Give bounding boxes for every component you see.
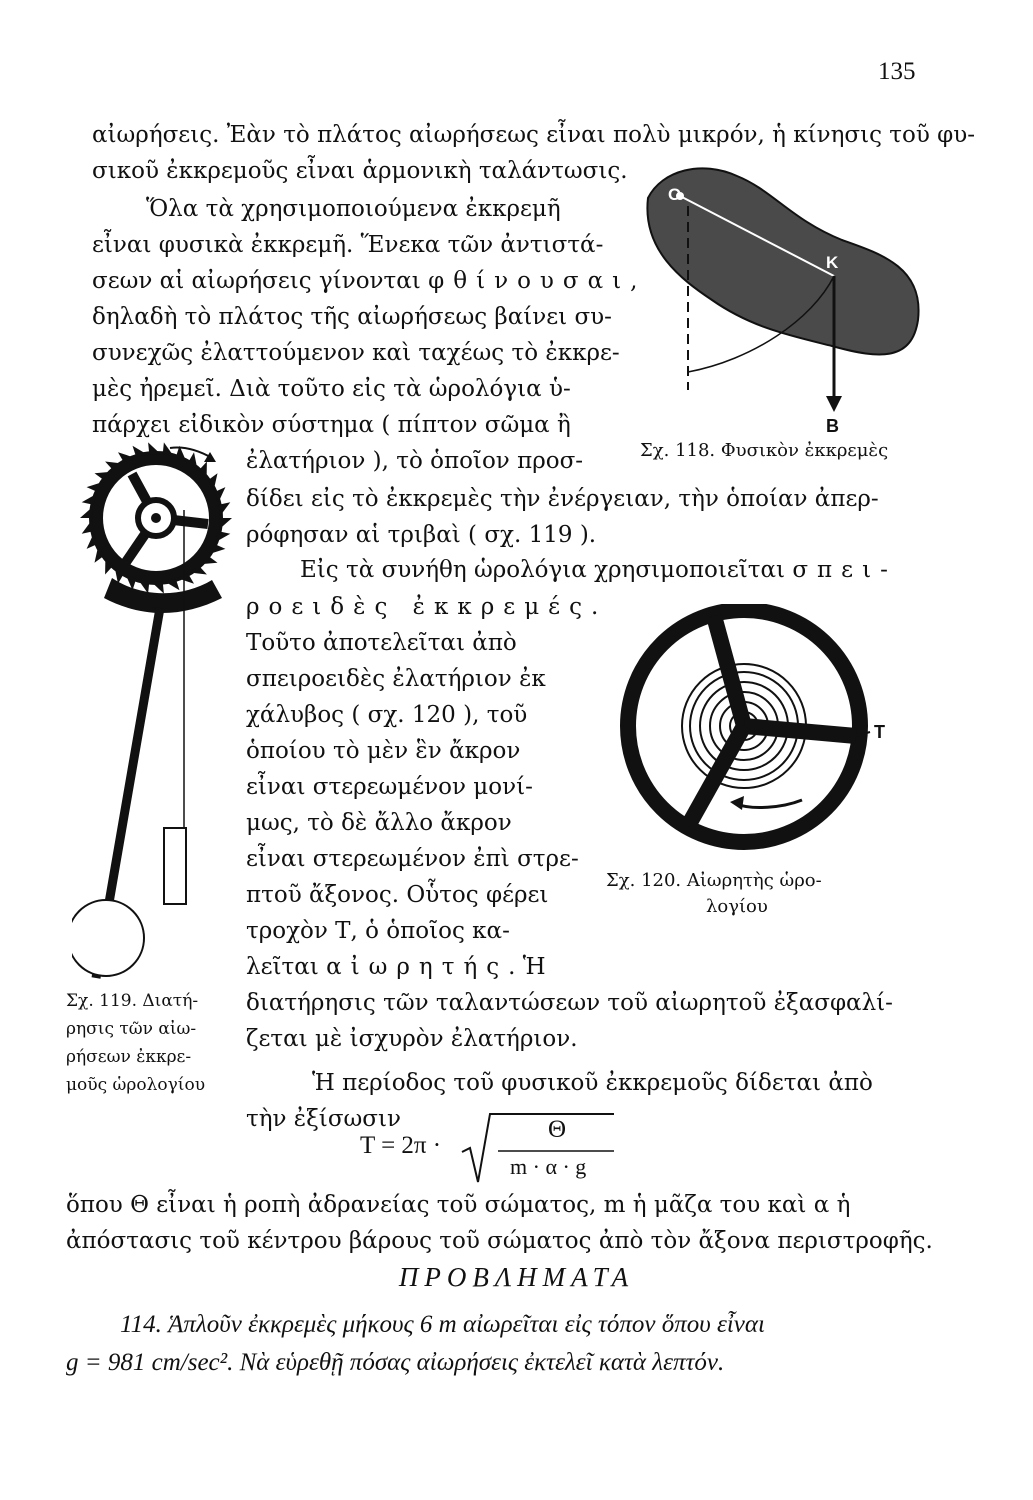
term-aiorites: αἰωρητής xyxy=(326,954,509,980)
rotation-arrow xyxy=(736,800,802,807)
equation-numerator: Θ xyxy=(548,1116,567,1143)
term-fthinousai: φθίνουσαι, xyxy=(428,268,647,294)
paragraph2-line2: εἶναι φυσικὰ ἐκκρεμῆ. Ἕνεκα τῶν ἀντιστά- xyxy=(92,232,604,258)
spoke-right xyxy=(744,726,856,736)
paragraph4-line2: τὴν ἐξίσωσιν xyxy=(246,1106,401,1132)
pendulum-bob xyxy=(72,900,144,976)
weight-arrow-head xyxy=(826,396,842,412)
paragraph3-line9: εἶναι στερεωμένον ἐπὶ στρε- xyxy=(246,846,579,872)
figure-120-caption-line2: λογίου xyxy=(706,896,768,917)
figure-119-caption-line4: μοῦς ὡρολογίου xyxy=(66,1075,206,1095)
paragraph3-line3: Τοῦτο ἀποτελεῖται ἀπὸ xyxy=(246,630,517,656)
paragraph3-line10: πτοῦ ἄξονος. Οὗτος φέρει xyxy=(246,882,549,908)
paragraph3-line1 xyxy=(300,555,897,585)
paragraph5-line1: ὅπου Θ εἶναι ἡ ροπὴ ἀδρανείας τοῦ σώματος, m ἡ μᾶζα του καὶ α ἡ xyxy=(66,1192,851,1218)
label-b: B xyxy=(826,416,839,436)
paragraph3-line13: διατήρησις τῶν ταλαντώσεων τοῦ αἰωρητοῦ ἐξασφαλί- xyxy=(246,990,893,1016)
figure-120-balance-wheel xyxy=(612,604,892,864)
paragraph3-line7: εἶναι στερεωμένον μονί- xyxy=(246,774,533,800)
paragraph2-line3-text: σεων αἱ αἰωρήσεις γίνονται xyxy=(92,268,429,294)
label-k: K xyxy=(826,253,839,272)
paragraph1-line1: αἰωρήσεις. Ἐὰν τὸ πλάτος αἰωρήσεως εἶναι πολὺ μικρόν, ἡ κίνησις τοῦ φυ- xyxy=(92,122,976,148)
paragraph3-line12-end: . Ἡ xyxy=(508,954,546,980)
paragraph4-line1: Ἡ περίοδος τοῦ φυσικοῦ ἐκκρεμοῦς δίδεται ἀπὸ xyxy=(312,1070,873,1096)
gear-tooth xyxy=(151,582,164,594)
figure-118-physical-pendulum xyxy=(642,150,922,440)
label-o: O xyxy=(668,185,682,204)
paragraph2-line3 xyxy=(92,266,646,296)
paragraph3-line6: ὁποίου τὸ μὲν ἓν ἄκρον xyxy=(246,738,521,764)
paragraph1-line2: σικοῦ ἐκκρεμοῦς εἶναι ἁρμονικὴ ταλάντωσις. xyxy=(92,158,628,184)
problems-heading: ΠΡΟΒΛΗΜΑΤΑ xyxy=(398,1262,635,1292)
paragraph2-line5: συνεχῶς ἐλαττούμενον καὶ ταχέως τὸ ἐκκρε- xyxy=(92,340,620,366)
gear-tooth xyxy=(163,442,174,456)
equation-denominator: m · α · g xyxy=(510,1154,587,1179)
paragraph3-line1-text: Εἰς τὰ συνήθη ὡρολόγια χρησιμοποιεῖται xyxy=(300,557,793,583)
paragraph2-line7: πάρχει εἰδικὸν σύστημα ( πίπτον σῶμα ἢ xyxy=(92,412,571,438)
paragraph2-line10: ρόφησαν αἱ τριβαὶ ( σχ. 119 ). xyxy=(246,522,597,548)
paragraph3-line8: μως, τὸ δὲ ἄλλο ἄκρον xyxy=(246,810,512,836)
figure-120-caption-line1: Σχ. 120. Αἰωρητὴς ὡρο- xyxy=(606,870,822,891)
paragraph5-line2: ἀπόστασις τοῦ κέντρου βάρους τοῦ σώματος ἀπὸ τὸν ἄξονα περιστροφῆς. xyxy=(66,1228,933,1254)
paragraph2-line8: ἐλατήριον ), τὸ ὁποῖον προσ- xyxy=(246,448,584,474)
page-number: 135 xyxy=(878,58,916,85)
paragraph2-line9: δίδει εἰς τὸ ἐκκρεμὲς τὴν ἐνέργειαν, τὴν ὁποίαν ἀπερ- xyxy=(246,486,879,512)
gear-tooth xyxy=(148,442,161,454)
figure-119-escapement xyxy=(72,438,242,998)
spoke-bottom-left xyxy=(688,726,744,826)
paragraph2-line4: δηλαδὴ τὸ πλάτος τῆς αἰωρήσεως βαίνει συ- xyxy=(92,304,612,330)
gear-tooth xyxy=(80,507,93,519)
paragraph2-line1: Ὅλα τὰ χρησιμοποιούμενα ἐκκρεμῆ xyxy=(146,196,561,222)
paragraph3-line12-text: λεῖται xyxy=(246,954,327,980)
figure-118-caption: Σχ. 118. Φυσικὸν ἐκκρεμὲς xyxy=(640,440,889,461)
paragraph3-line12 xyxy=(246,952,546,982)
radical-sign xyxy=(352,1108,632,1188)
term-speiro: σπει- xyxy=(792,557,897,583)
period-equation xyxy=(352,1108,632,1188)
paragraph3-line14: ζεται μὲ ἰσχυρὸν ἐλατήριον. xyxy=(246,1026,578,1052)
problem-114-line2: g = 981 cm/sec². Νὰ εὑρεθῇ πόσας αἰωρήσεις ἐκτελεῖ κατὰ λεπτόν. xyxy=(66,1349,725,1376)
paragraph2-line6: μὲς ἠρεμεῖ. Διὰ τοῦτο εἰς τὰ ὡρολόγια ὑ- xyxy=(92,376,571,402)
figure-119-caption-line1: Σχ. 119. Διατή- xyxy=(66,991,199,1011)
label-t: T xyxy=(874,722,885,742)
equation-lhs: T = 2π · xyxy=(360,1132,442,1159)
paragraph3-line11: τροχὸν Τ, ὁ ὁποῖος κα- xyxy=(246,918,510,944)
problem-114-line1: 114. Ἁπλοῦν ἐκκρεμὲς μήκους 6 m αἰωρεῖται εἰς τόπον ὅπου εἶναι xyxy=(120,1311,765,1338)
figure-119-caption-line3: ρήσεων ἐκκρε- xyxy=(66,1047,192,1067)
hanging-weight xyxy=(164,828,186,904)
figure-119-caption-line2: ρησις τῶν αἰω- xyxy=(66,1019,197,1039)
spoke-top xyxy=(714,616,744,726)
paragraph3-line4: σπειροειδὲς ἐλατήριον ἐκ xyxy=(246,666,546,692)
escape-wheel xyxy=(80,442,232,593)
term-speiroeides-ekkremes: ροειδὲς ἐκκρεμές. xyxy=(246,594,608,620)
paragraph3-line5: χάλυβος ( σχ. 120 ), τοῦ xyxy=(246,702,528,728)
